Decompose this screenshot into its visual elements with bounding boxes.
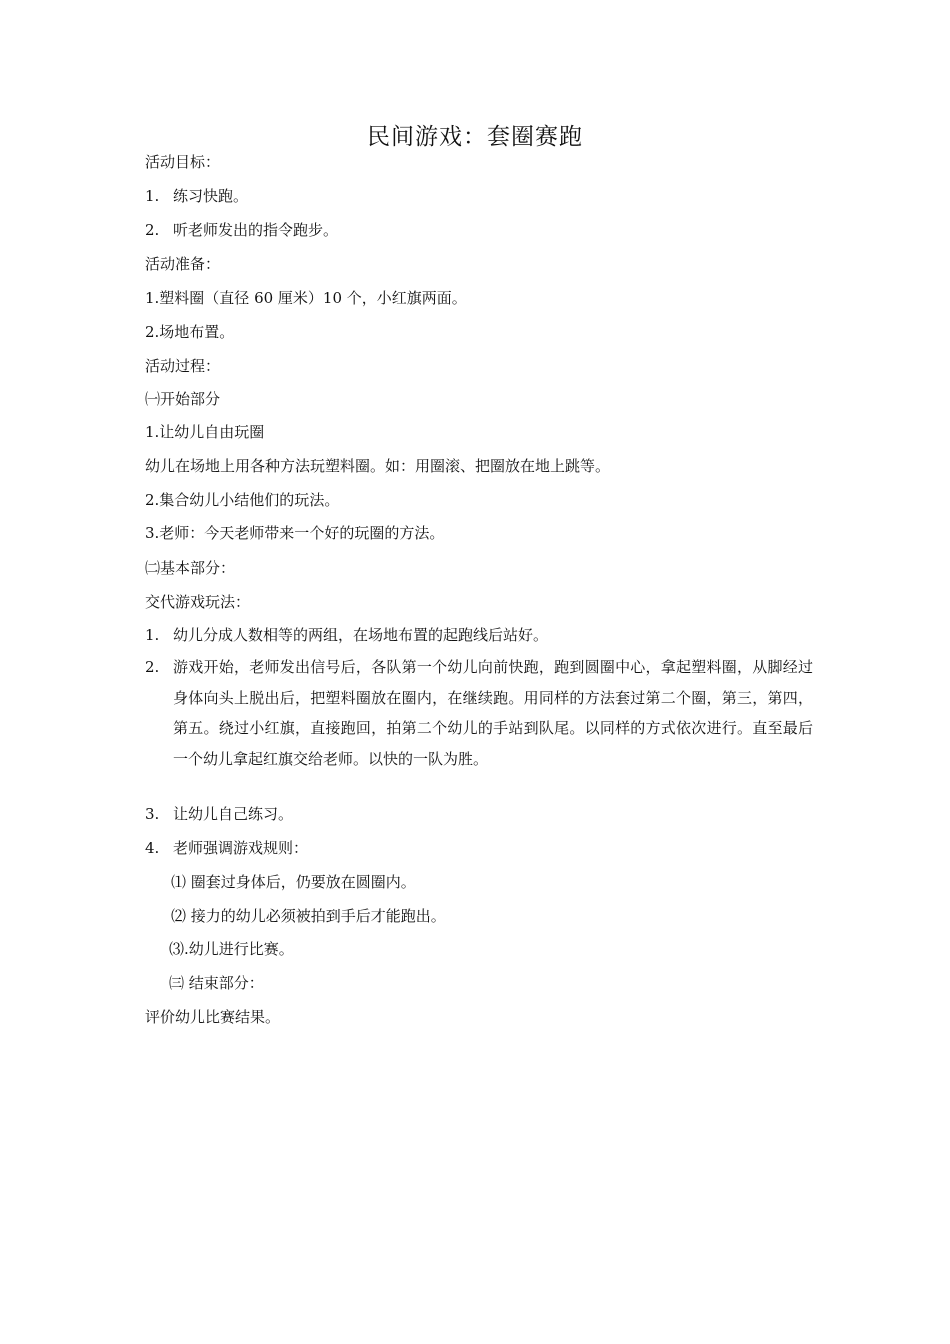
part1-line: 1.让幼儿自由玩圈	[145, 423, 265, 441]
step-item	[145, 838, 308, 858]
step-number: 4.	[145, 839, 160, 857]
goal-item	[145, 186, 248, 206]
step-number: 3.	[145, 805, 160, 823]
part2-heading: ㈡基本部分：	[145, 559, 236, 577]
step-text: 幼儿分成人数相等的两组，在场地布置的起跑线后站好。	[173, 626, 549, 644]
part1-line: 幼儿在场地上用各种方法玩塑料圈。如：用圈滚、把圈放在地上跳等。	[145, 457, 611, 475]
process-heading: 活动过程：	[145, 357, 221, 375]
step-text: 游戏开始，老师发出信号后，各队第一个幼儿向前快跑，跑到圆圈中心，拿起塑料圈，从脚经过身体向头上脱出后，把塑料圈放在圈内，在继续跑。用同样的方法套过第二个圈，第三，第四，第五。绕过小红旗，直接跑回，拍第二个幼儿的手站到队尾。以同样的方式依次进行。直至最后一个幼儿拿起红旗交给老师。以快的一队为胜。	[173, 658, 813, 768]
step-item	[145, 804, 293, 824]
conclusion-text: 评价幼儿比赛结果。	[145, 1008, 281, 1026]
step-number: 1.	[145, 626, 160, 644]
goals-heading: 活动目标：	[145, 153, 221, 171]
sub-rule: ⑴ 圈套过身体后，仍要放在圆圈内。	[171, 873, 416, 891]
goal-number: 1.	[145, 187, 160, 205]
step-item	[145, 652, 813, 774]
goal-text: 练习快跑。	[173, 187, 249, 205]
goal-number: 2.	[145, 221, 160, 239]
rules-heading: 交代游戏玩法：	[145, 593, 251, 611]
goal-item	[145, 220, 338, 240]
step-item	[145, 625, 548, 645]
step-number: 2.	[145, 658, 160, 676]
prep-item: 1.塑料圈（直径 60 厘米）10 个，小红旗两面。	[145, 289, 467, 307]
part1-line: 3.老师：今天老师带来一个好的玩圈的方法。	[145, 524, 445, 542]
document-title: 民间游戏：套圈赛跑	[367, 124, 583, 150]
sub-rule: ⑶.幼儿进行比赛。	[169, 940, 294, 958]
part1-line: 2.集合幼儿小结他们的玩法。	[145, 491, 340, 509]
goal-text: 听老师发出的指令跑步。	[173, 221, 339, 239]
prep-heading: 活动准备：	[145, 255, 221, 273]
part3-heading: ㈢ 结束部分：	[169, 974, 264, 992]
prep-item: 2.场地布置。	[145, 323, 235, 341]
step-text: 让幼儿自己练习。	[173, 805, 294, 823]
step-text: 老师强调游戏规则：	[173, 839, 309, 857]
sub-rule: ⑵ 接力的幼儿必须被拍到手后才能跑出。	[171, 907, 446, 925]
part1-heading: ㈠开始部分	[145, 390, 221, 408]
